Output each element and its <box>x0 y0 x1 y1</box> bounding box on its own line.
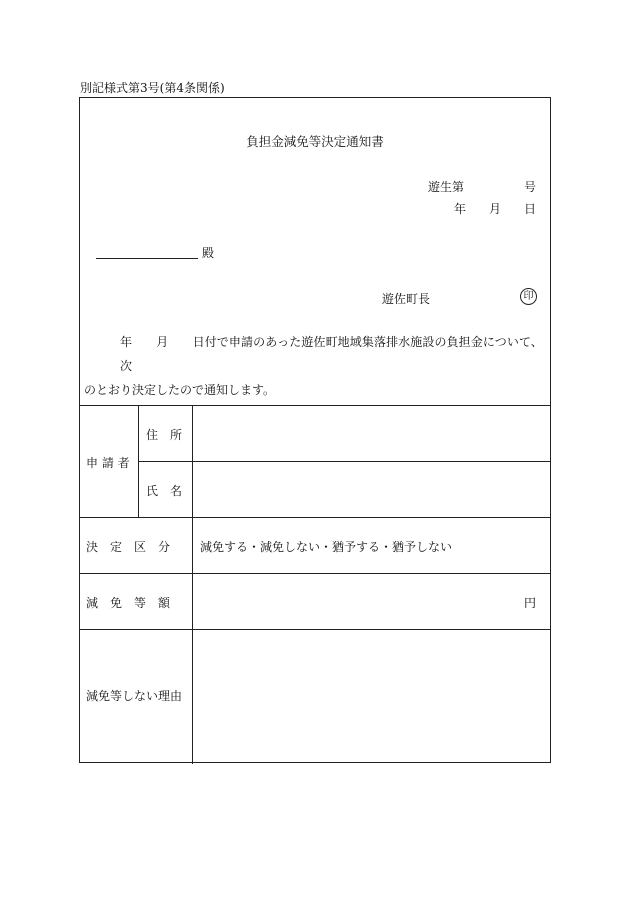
notice-body-line-1: 年 月 日付で申請のあった遊佐町地域集落排水施設の負担金について、次 <box>120 335 543 373</box>
form-caption: 別記様式第3号(第4条関係) <box>80 81 225 95</box>
reason-label: 減免等しない理由 <box>86 689 183 703</box>
address-label: 住 所 <box>146 428 183 442</box>
applicant-label: 申 請 者 <box>86 456 130 470</box>
row-divider-amount <box>80 629 550 630</box>
notice-body-line-2: のとおり決定したので通知します。 <box>84 383 276 397</box>
notice-body <box>84 330 550 402</box>
doc-number-prefix: 遊生第 <box>428 180 465 194</box>
addressee-suffix: 殿 <box>202 246 215 260</box>
date-day: 日 <box>524 202 537 216</box>
document-title: 負担金減免等決定通知書 <box>246 134 384 149</box>
date-year: 年 <box>454 202 467 216</box>
seal-mark: 印 <box>520 288 537 305</box>
notice-form <box>79 97 551 763</box>
addressee-blank-line <box>96 258 198 259</box>
decision-options: 減免する・減免しない・猶予する・猶予しない <box>200 540 453 554</box>
doc-number-suffix: 号 <box>524 180 537 194</box>
col-divider-applicant <box>138 406 139 517</box>
issuer-name: 遊佐町長 <box>382 292 431 306</box>
details-table <box>80 405 550 764</box>
date-month: 月 <box>489 202 502 216</box>
row-divider-address-name <box>138 461 550 462</box>
col-divider-label <box>192 406 193 764</box>
row-divider-applicant <box>80 517 550 518</box>
name-label: 氏 名 <box>146 484 183 498</box>
row-divider-decision <box>80 573 550 574</box>
decision-label: 決 定 区 分 <box>86 540 171 554</box>
amount-label: 減 免 等 額 <box>86 596 171 610</box>
amount-unit: 円 <box>524 596 537 610</box>
